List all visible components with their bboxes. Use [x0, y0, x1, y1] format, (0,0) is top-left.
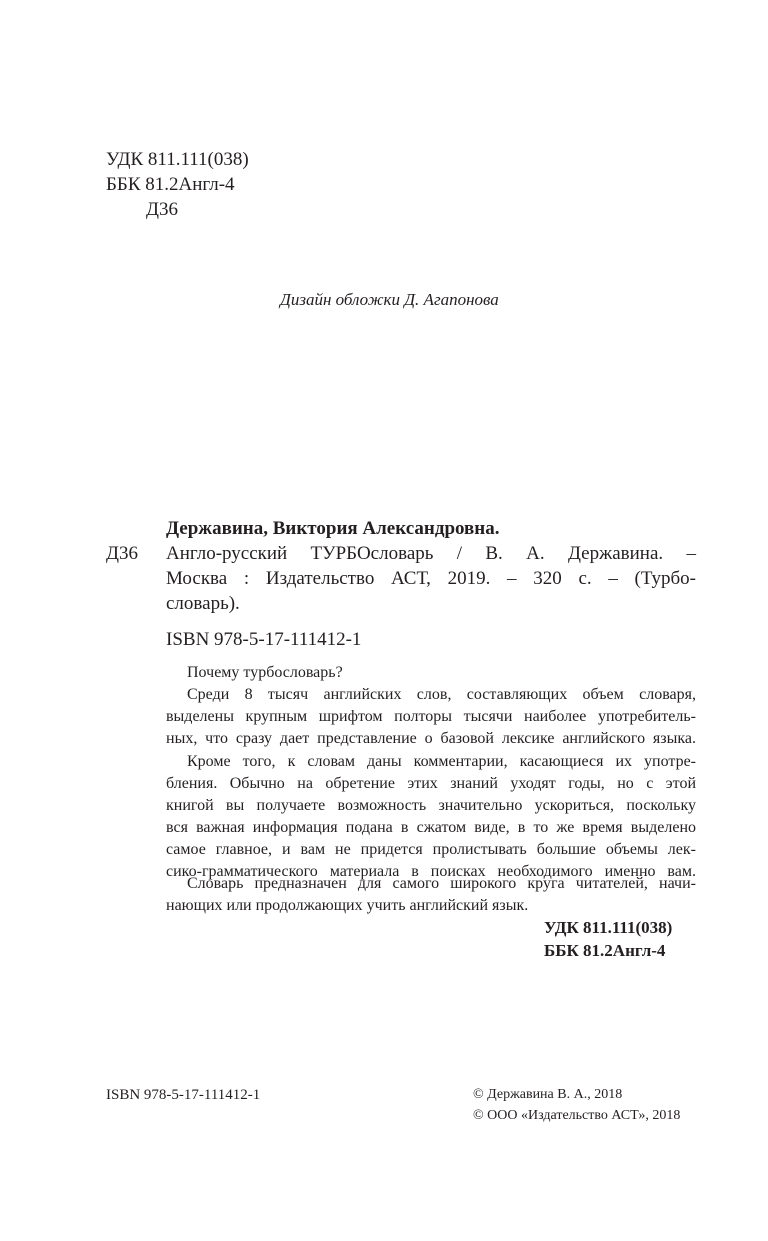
annotation-line: Словарь предназначен для самого широкого круга читателей, начи- — [187, 875, 696, 892]
record-author-sign-code: Д36 — [106, 543, 138, 564]
annotation-bbk-code: ББК 81.2Англ-4 — [544, 941, 666, 960]
annotation-udk-code: УДК 811.111(038) — [544, 918, 673, 937]
record-description-line: словарь). — [166, 593, 240, 614]
author-sign-code: Д36 — [146, 199, 178, 220]
record-description-line: Москва : Издательство АСТ, 2019. – 320 с. – (Турбо- — [166, 568, 696, 589]
annotation-line: вся важная информация подана в сжатом виде, в то же время выделено — [166, 819, 696, 836]
bbk-code: ББК 81.2Англ-4 — [106, 174, 235, 195]
copyright-publisher: © ООО «Издательство АСТ», 2018 — [473, 1108, 681, 1123]
annotation-line: ных, что сразу дает представление о базовой лексике английского языка. — [166, 730, 696, 747]
annotation-line: бления. Обычно на обретение этих знаний уходят годы, но с этой — [166, 775, 696, 792]
annotation-line: выделены крупным шрифтом полторы тысячи наиболее употребитель- — [166, 708, 696, 725]
annotation-line: нающих или продолжающих учить английский язык. — [166, 897, 529, 914]
copyright-author: © Державина В. А., 2018 — [473, 1087, 623, 1102]
annotation-line: Почему турбословарь? — [187, 664, 343, 681]
annotation-line: самое главное, и вам не придется пролистывать большие объемы лек- — [166, 841, 696, 858]
annotation-line: Среди 8 тысяч английских слов, составляющих объем словаря, — [187, 686, 696, 703]
annotation-line: сико-грамматического материала в поисках необходимого именно вам. — [166, 863, 696, 880]
record-description-line: Англо-русский ТУРБОсловарь / В. А. Державина. – — [166, 543, 696, 564]
udk-code: УДК 811.111(038) — [106, 149, 249, 170]
footer-isbn: ISBN 978-5-17-111412-1 — [106, 1087, 261, 1103]
author-heading: Державина, Виктория Александровна. — [166, 518, 500, 539]
annotation-line: книгой вы получаете возможность значительно ускориться, поскольку — [166, 797, 696, 814]
record-isbn: ISBN 978-5-17-111412-1 — [166, 629, 362, 650]
cover-design-credit: Дизайн обложки Д. Агапонова — [280, 290, 499, 309]
annotation-line: Кроме того, к словам даны комментарии, касающиеся их употре- — [187, 753, 696, 770]
